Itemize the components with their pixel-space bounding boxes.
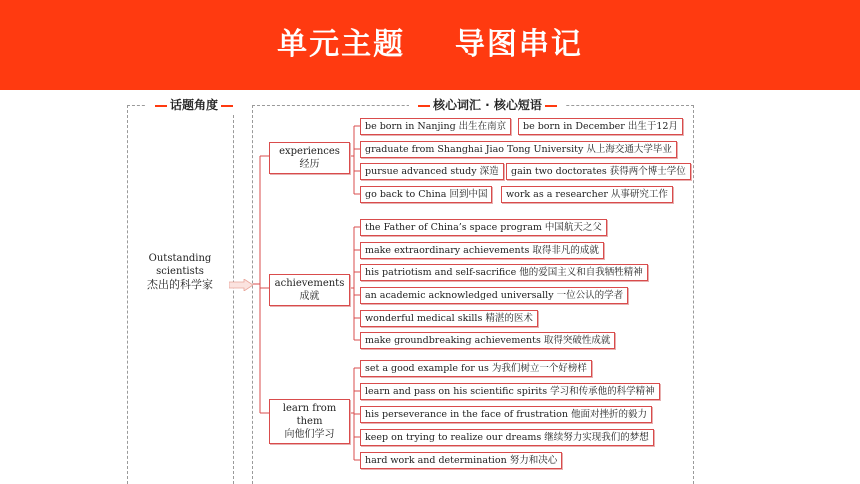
learn-item: hard work and determination 努力和决心 — [360, 452, 562, 469]
topic-en-line1: Outstanding — [148, 253, 212, 264]
category-achievements — [269, 274, 350, 306]
experience-item: work as a researcher 从事研究工作 — [501, 186, 673, 203]
experience-item: graduate from Shanghai Jiao Tong University 从上海交通大学毕业 — [360, 141, 677, 158]
category-zh: 经历 — [299, 159, 320, 170]
core-vocabulary-label-text: 核心词汇 · 核心短语 — [433, 98, 542, 112]
learn-item: learn and pass on his scientific spirits 学习和传承他的科学精神 — [360, 383, 660, 400]
category-zh: 向他们学习 — [284, 429, 335, 440]
topic-en-line2: scientists — [156, 266, 204, 277]
learn-item: keep on trying to realize our dreams 继续努力实现我们的梦想 — [360, 429, 654, 446]
category-en: learn from them — [282, 403, 337, 427]
experience-item: gain two doctorates 获得两个博士学位 — [506, 163, 691, 180]
learn-item: his perseverance in the face of frustration 他面对挫折的毅力 — [360, 406, 652, 423]
topic-zh: 杰出的科学家 — [147, 278, 213, 291]
experience-item: go back to China 回到中国 — [360, 186, 492, 203]
topic-angle-label-text: 话题角度 — [170, 98, 219, 112]
achievement-item: an academic acknowledged universally 一位公认的学者 — [360, 287, 628, 304]
achievement-item: his patriotism and self-sacrifice 他的爱国主义和自我牺牲精神 — [360, 264, 648, 281]
achievement-item: the Father of China’s space program 中国航天之父 — [360, 219, 607, 236]
experience-item: pursue advanced study 深造 — [360, 163, 504, 180]
category-zh: 成就 — [299, 291, 320, 302]
achievement-item: wonderful medical skills 精湛的医术 — [360, 310, 538, 327]
experience-item: be born in Nanjing 出生在南京 — [360, 118, 511, 135]
category-learn-from-them — [269, 399, 350, 444]
category-en: achievements — [274, 278, 345, 289]
arrow-right-icon — [229, 279, 253, 291]
experience-item: be born in December 出生于12月 — [518, 118, 683, 135]
learn-item: set a good example for us 为我们树立一个好榜样 — [360, 360, 592, 377]
topic-node — [134, 252, 226, 291]
achievement-item: make extraordinary achievements 取得非凡的成就 — [360, 242, 604, 259]
category-experiences — [269, 142, 350, 174]
achievement-item: make groundbreaking achievements 取得突破性成就 — [360, 332, 615, 349]
page-title: 单元主题 导图串记 — [277, 27, 583, 62]
category-en: experiences — [279, 146, 340, 157]
